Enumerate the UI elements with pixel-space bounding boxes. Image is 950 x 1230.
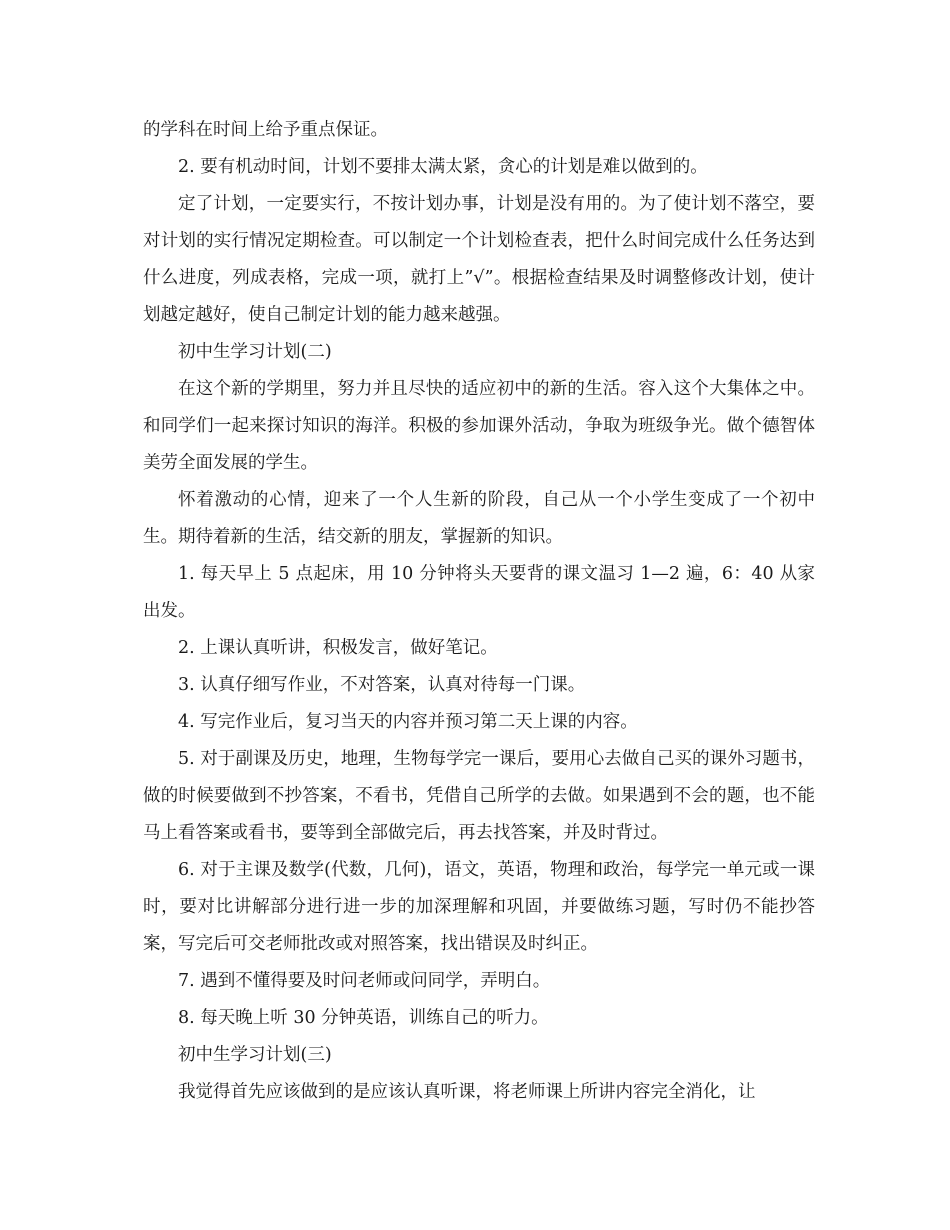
list-item: 4. 写完作业后，复习当天的内容并预习第二天上课的内容。 <box>178 712 638 732</box>
document-page <box>143 112 815 1111</box>
paragraph: 我觉得首先应该做到的是应该认真听课，将老师课上所讲内容完全消化，让 <box>178 1082 756 1102</box>
paragraph: 怀着激动的心情，迎来了一个人生新的阶段，自己从一个小学生变成了一个初中生。期待着新的生活，结交新的朋友，掌握新的知识。 <box>143 490 815 547</box>
section-heading: 初中生学习计划(二) <box>178 342 332 362</box>
list-item: 3. 认真仔细写作业，不对答案，认真对待每一门课。 <box>178 675 586 695</box>
list-item: 7. 遇到不懂得要及时问老师或问同学，弄明白。 <box>178 971 551 991</box>
paragraph: 定了计划，一定要实行，不按计划办事，计划是没有用的。为了使计划不落空，要对计划的实行情况定期检查。可以制定一个计划检查表，把什么时间完成什么任务达到什么进度，列成表格，完成一项，就打上”√”。根据检查结果及时调整修改计划，使计划越定越好，使自己制定计划的能力越来越强。 <box>143 194 815 325</box>
paragraph: 在这个新的学期里，努力并且尽快的适应初中的新的生活。容入这个大集体之中。和同学们一起来探讨知识的海洋。积极的参加课外活动，争取为班级争光。做个德智体美劳全面发展的学生。 <box>143 379 815 473</box>
list-item: 2. 要有机动时间，计划不要排太满太紧，贪心的计划是难以做到的。 <box>178 157 708 177</box>
list-item: 5. 对于副课及历史，地理，生物每学完一课后，要用心去做自己买的课外习题书，做的时候要做到不抄答案，不看书，凭借自己所学的去做。如果遇到不会的题，也不能马上看答案或看书，要等到全部做完后，再去找答案，并及时背过。 <box>143 749 815 843</box>
list-item: 1. 每天早上 5 点起床，用 10 分钟将头天要背的课文温习 1—2 遍，6：40 从家出发。 <box>143 564 815 621</box>
paragraph: 的学科在时间上给予重点保证。 <box>143 120 388 140</box>
list-item: 2. 上课认真听讲，积极发言，做好笔记。 <box>178 638 498 658</box>
list-item: 6. 对于主课及数学(代数，几何)，语文，英语，物理和政治，每学完一单元或一课时，要对比讲解部分进行进一步的加深理解和巩固，并要做练习题，写时仍不能抄答案，写完后可交老师批改或对照答案，找出错误及时纠正。 <box>143 860 815 954</box>
list-item: 8. 每天晚上听 30 分钟英语，训练自己的听力。 <box>178 1008 549 1028</box>
section-heading: 初中生学习计划(三) <box>178 1045 332 1065</box>
